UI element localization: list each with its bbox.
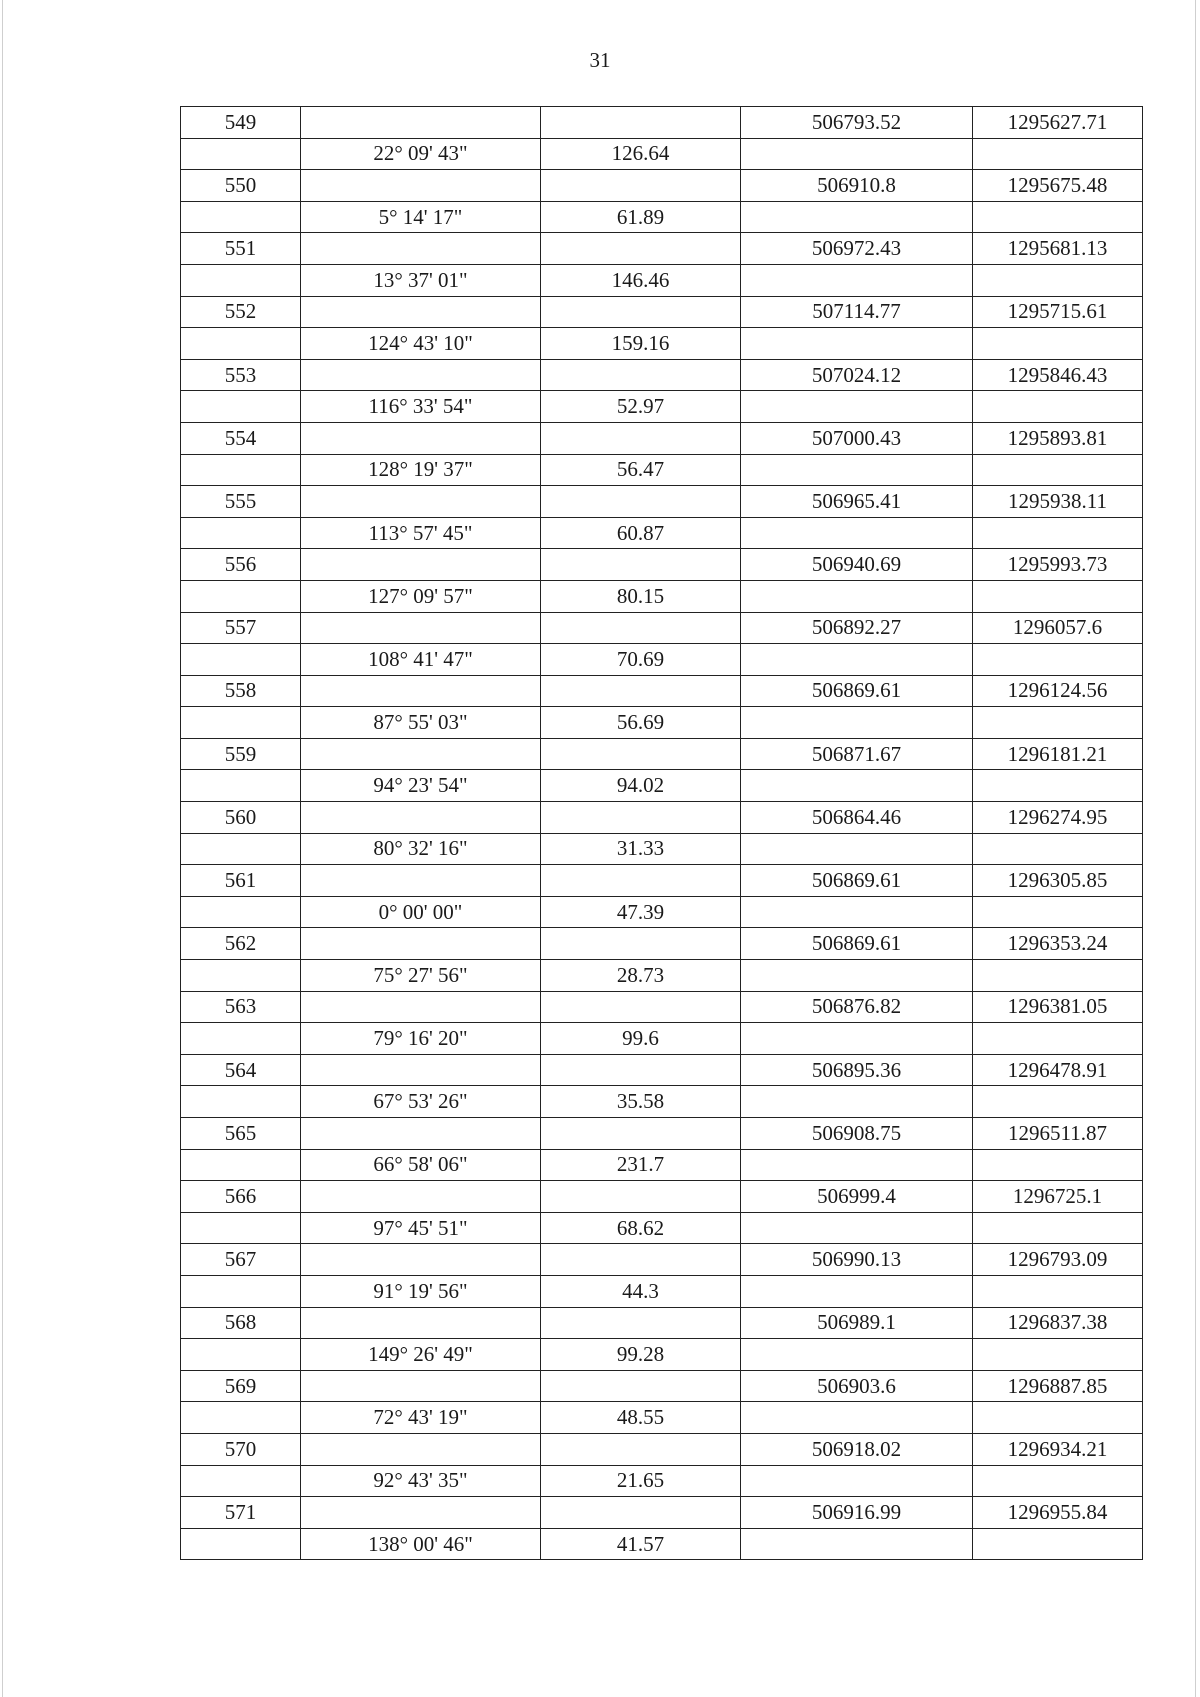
distance-empty-cell <box>541 1054 741 1086</box>
distance-empty-cell <box>541 1181 741 1213</box>
x-coordinate-cell: 506990.13 <box>741 1244 973 1276</box>
distance-empty-cell <box>541 612 741 644</box>
bearing-angle-cell: 80° 32' 16" <box>301 833 541 865</box>
distance-empty-cell <box>541 233 741 265</box>
x-empty-cell <box>741 391 973 423</box>
y-coordinate-cell: 1296725.1 <box>973 1181 1143 1213</box>
scan-edge-left <box>2 0 3 1697</box>
bearing-angle-cell: 22° 09' 43" <box>301 138 541 170</box>
bearing-angle-cell: 72° 43' 19" <box>301 1402 541 1434</box>
scan-edge-right <box>1195 0 1196 1697</box>
y-coordinate-cell: 1296274.95 <box>973 802 1143 834</box>
point-row <box>181 549 1143 581</box>
angle-empty-cell <box>301 107 541 139</box>
y-coordinate-cell: 1295893.81 <box>973 422 1143 454</box>
point-number-cell: 558 <box>181 675 301 707</box>
point-row <box>181 1054 1143 1086</box>
segment-row <box>181 1086 1143 1118</box>
x-empty-cell <box>741 1275 973 1307</box>
point-number-cell: 550 <box>181 170 301 202</box>
angle-empty-cell <box>301 1054 541 1086</box>
segment-row <box>181 264 1143 296</box>
distance-empty-cell <box>541 359 741 391</box>
y-coordinate-cell: 1296057.6 <box>973 612 1143 644</box>
point-row <box>181 1244 1143 1276</box>
angle-empty-cell <box>301 486 541 518</box>
angle-empty-cell <box>301 612 541 644</box>
segment-row <box>181 770 1143 802</box>
segment-row <box>181 201 1143 233</box>
point-empty-cell <box>181 1023 301 1055</box>
point-empty-cell <box>181 1402 301 1434</box>
x-empty-cell <box>741 1149 973 1181</box>
distance-cell: 41.57 <box>541 1528 741 1560</box>
point-empty-cell <box>181 707 301 739</box>
angle-empty-cell <box>301 296 541 328</box>
x-empty-cell <box>741 1402 973 1434</box>
bearing-angle-cell: 94° 23' 54" <box>301 770 541 802</box>
point-empty-cell <box>181 896 301 928</box>
angle-empty-cell <box>301 1307 541 1339</box>
point-number-cell: 552 <box>181 296 301 328</box>
x-empty-cell <box>741 707 973 739</box>
x-empty-cell <box>741 580 973 612</box>
distance-cell: 80.15 <box>541 580 741 612</box>
segment-row <box>181 454 1143 486</box>
y-empty-cell <box>973 1275 1143 1307</box>
x-empty-cell <box>741 1086 973 1118</box>
x-empty-cell <box>741 1339 973 1371</box>
x-empty-cell <box>741 264 973 296</box>
angle-empty-cell <box>301 865 541 897</box>
distance-cell: 99.28 <box>541 1339 741 1371</box>
x-coordinate-cell: 506864.46 <box>741 802 973 834</box>
point-empty-cell <box>181 833 301 865</box>
distance-cell: 47.39 <box>541 896 741 928</box>
x-coordinate-cell: 506910.8 <box>741 170 973 202</box>
segment-row <box>181 1275 1143 1307</box>
y-empty-cell <box>973 1023 1143 1055</box>
distance-empty-cell <box>541 107 741 139</box>
segment-row <box>181 1402 1143 1434</box>
bearing-angle-cell: 97° 45' 51" <box>301 1212 541 1244</box>
distance-empty-cell <box>541 928 741 960</box>
point-empty-cell <box>181 1275 301 1307</box>
y-empty-cell <box>973 1465 1143 1497</box>
x-coordinate-cell: 506989.1 <box>741 1307 973 1339</box>
bearing-angle-cell: 149° 26' 49" <box>301 1339 541 1371</box>
point-empty-cell <box>181 264 301 296</box>
distance-cell: 28.73 <box>541 960 741 992</box>
x-coordinate-cell: 506869.61 <box>741 865 973 897</box>
y-empty-cell <box>973 644 1143 676</box>
point-number-cell: 565 <box>181 1118 301 1150</box>
distance-empty-cell <box>541 991 741 1023</box>
angle-empty-cell <box>301 991 541 1023</box>
distance-cell: 231.7 <box>541 1149 741 1181</box>
segment-row <box>181 138 1143 170</box>
distance-cell: 35.58 <box>541 1086 741 1118</box>
point-empty-cell <box>181 517 301 549</box>
x-empty-cell <box>741 1212 973 1244</box>
y-coordinate-cell: 1296511.87 <box>973 1118 1143 1150</box>
y-empty-cell <box>973 770 1143 802</box>
distance-empty-cell <box>541 422 741 454</box>
segment-row <box>181 1023 1143 1055</box>
distance-cell: 31.33 <box>541 833 741 865</box>
x-coordinate-cell: 506918.02 <box>741 1433 973 1465</box>
x-coordinate-cell: 507114.77 <box>741 296 973 328</box>
point-row <box>181 1307 1143 1339</box>
distance-empty-cell <box>541 675 741 707</box>
bearing-angle-cell: 66° 58' 06" <box>301 1149 541 1181</box>
angle-empty-cell <box>301 170 541 202</box>
coordinates-table-body <box>181 107 1143 1560</box>
bearing-angle-cell: 116° 33' 54" <box>301 391 541 423</box>
point-number-cell: 554 <box>181 422 301 454</box>
distance-empty-cell <box>541 1244 741 1276</box>
point-number-cell: 562 <box>181 928 301 960</box>
y-empty-cell <box>973 1149 1143 1181</box>
distance-empty-cell <box>541 170 741 202</box>
point-empty-cell <box>181 1212 301 1244</box>
point-row <box>181 1497 1143 1529</box>
angle-empty-cell <box>301 1181 541 1213</box>
angle-empty-cell <box>301 802 541 834</box>
x-coordinate-cell: 506999.4 <box>741 1181 973 1213</box>
segment-row <box>181 644 1143 676</box>
angle-empty-cell <box>301 1118 541 1150</box>
distance-empty-cell <box>541 802 741 834</box>
y-coordinate-cell: 1295715.61 <box>973 296 1143 328</box>
bearing-angle-cell: 67° 53' 26" <box>301 1086 541 1118</box>
x-empty-cell <box>741 770 973 802</box>
distance-empty-cell <box>541 1433 741 1465</box>
angle-empty-cell <box>301 359 541 391</box>
x-coordinate-cell: 506940.69 <box>741 549 973 581</box>
x-empty-cell <box>741 1528 973 1560</box>
point-row <box>181 1181 1143 1213</box>
point-number-cell: 570 <box>181 1433 301 1465</box>
point-row <box>181 1433 1143 1465</box>
y-coordinate-cell: 1296305.85 <box>973 865 1143 897</box>
segment-row <box>181 1212 1143 1244</box>
distance-empty-cell <box>541 486 741 518</box>
point-number-cell: 553 <box>181 359 301 391</box>
distance-cell: 44.3 <box>541 1275 741 1307</box>
point-row <box>181 802 1143 834</box>
point-row <box>181 359 1143 391</box>
x-coordinate-cell: 506965.41 <box>741 486 973 518</box>
y-coordinate-cell: 1296353.24 <box>973 928 1143 960</box>
x-empty-cell <box>741 201 973 233</box>
point-row <box>181 107 1143 139</box>
point-number-cell: 563 <box>181 991 301 1023</box>
x-coordinate-cell: 506972.43 <box>741 233 973 265</box>
distance-empty-cell <box>541 1118 741 1150</box>
point-number-cell: 569 <box>181 1370 301 1402</box>
segment-row <box>181 707 1143 739</box>
point-empty-cell <box>181 960 301 992</box>
point-empty-cell <box>181 770 301 802</box>
point-row <box>181 991 1143 1023</box>
distance-cell: 126.64 <box>541 138 741 170</box>
distance-empty-cell <box>541 865 741 897</box>
x-empty-cell <box>741 454 973 486</box>
point-empty-cell <box>181 138 301 170</box>
angle-empty-cell <box>301 233 541 265</box>
point-number-cell: 549 <box>181 107 301 139</box>
bearing-angle-cell: 75° 27' 56" <box>301 960 541 992</box>
x-coordinate-cell: 506916.99 <box>741 1497 973 1529</box>
bearing-angle-cell: 5° 14' 17" <box>301 201 541 233</box>
point-row <box>181 422 1143 454</box>
y-coordinate-cell: 1296793.09 <box>973 1244 1143 1276</box>
x-coordinate-cell: 506793.52 <box>741 107 973 139</box>
y-empty-cell <box>973 1339 1143 1371</box>
y-empty-cell <box>973 1528 1143 1560</box>
point-number-cell: 556 <box>181 549 301 581</box>
y-coordinate-cell: 1296124.56 <box>973 675 1143 707</box>
y-empty-cell <box>973 264 1143 296</box>
point-row <box>181 296 1143 328</box>
point-number-cell: 559 <box>181 738 301 770</box>
segment-row <box>181 580 1143 612</box>
y-coordinate-cell: 1295846.43 <box>973 359 1143 391</box>
point-empty-cell <box>181 328 301 360</box>
x-empty-cell <box>741 328 973 360</box>
angle-empty-cell <box>301 1244 541 1276</box>
y-coordinate-cell: 1295675.48 <box>973 170 1143 202</box>
y-empty-cell <box>973 1212 1143 1244</box>
point-row <box>181 486 1143 518</box>
y-empty-cell <box>973 1402 1143 1434</box>
segment-row <box>181 391 1143 423</box>
x-coordinate-cell: 506908.75 <box>741 1118 973 1150</box>
angle-empty-cell <box>301 422 541 454</box>
distance-cell: 56.69 <box>541 707 741 739</box>
angle-empty-cell <box>301 675 541 707</box>
y-empty-cell <box>973 454 1143 486</box>
y-coordinate-cell: 1296887.85 <box>973 1370 1143 1402</box>
point-row <box>181 170 1143 202</box>
angle-empty-cell <box>301 1433 541 1465</box>
bearing-angle-cell: 91° 19' 56" <box>301 1275 541 1307</box>
point-empty-cell <box>181 454 301 486</box>
y-coordinate-cell: 1295681.13 <box>973 233 1143 265</box>
bearing-angle-cell: 127° 09' 57" <box>301 580 541 612</box>
distance-cell: 60.87 <box>541 517 741 549</box>
distance-cell: 99.6 <box>541 1023 741 1055</box>
x-coordinate-cell: 506876.82 <box>741 991 973 1023</box>
x-empty-cell <box>741 960 973 992</box>
point-row <box>181 738 1143 770</box>
distance-empty-cell <box>541 1497 741 1529</box>
point-row <box>181 233 1143 265</box>
point-number-cell: 571 <box>181 1497 301 1529</box>
y-empty-cell <box>973 138 1143 170</box>
angle-empty-cell <box>301 928 541 960</box>
angle-empty-cell <box>301 738 541 770</box>
y-coordinate-cell: 1295993.73 <box>973 549 1143 581</box>
coordinates-table <box>180 106 1143 1560</box>
point-row <box>181 612 1143 644</box>
point-number-cell: 566 <box>181 1181 301 1213</box>
y-coordinate-cell: 1296381.05 <box>973 991 1143 1023</box>
point-row <box>181 865 1143 897</box>
y-coordinate-cell: 1296478.91 <box>973 1054 1143 1086</box>
y-empty-cell <box>973 896 1143 928</box>
y-coordinate-cell: 1296934.21 <box>973 1433 1143 1465</box>
x-coordinate-cell: 506869.61 <box>741 675 973 707</box>
x-empty-cell <box>741 896 973 928</box>
distance-cell: 61.89 <box>541 201 741 233</box>
y-coordinate-cell: 1296181.21 <box>973 738 1143 770</box>
x-coordinate-cell: 507000.43 <box>741 422 973 454</box>
segment-row <box>181 960 1143 992</box>
point-row <box>181 928 1143 960</box>
point-empty-cell <box>181 1339 301 1371</box>
x-empty-cell <box>741 1465 973 1497</box>
point-empty-cell <box>181 1149 301 1181</box>
bearing-angle-cell: 124° 43' 10" <box>301 328 541 360</box>
segment-row <box>181 1149 1143 1181</box>
angle-empty-cell <box>301 1370 541 1402</box>
bearing-angle-cell: 13° 37' 01" <box>301 264 541 296</box>
segment-row <box>181 1339 1143 1371</box>
y-empty-cell <box>973 1086 1143 1118</box>
point-number-cell: 567 <box>181 1244 301 1276</box>
distance-cell: 68.62 <box>541 1212 741 1244</box>
point-number-cell: 557 <box>181 612 301 644</box>
y-empty-cell <box>973 833 1143 865</box>
x-coordinate-cell: 507024.12 <box>741 359 973 391</box>
bearing-angle-cell: 128° 19' 37" <box>301 454 541 486</box>
x-empty-cell <box>741 833 973 865</box>
point-empty-cell <box>181 1086 301 1118</box>
x-empty-cell <box>741 1023 973 1055</box>
y-empty-cell <box>973 517 1143 549</box>
y-coordinate-cell: 1295938.11 <box>973 486 1143 518</box>
bearing-angle-cell: 113° 57' 45" <box>301 517 541 549</box>
distance-empty-cell <box>541 1307 741 1339</box>
bearing-angle-cell: 92° 43' 35" <box>301 1465 541 1497</box>
segment-row <box>181 328 1143 360</box>
point-number-cell: 561 <box>181 865 301 897</box>
point-number-cell: 564 <box>181 1054 301 1086</box>
point-number-cell: 560 <box>181 802 301 834</box>
x-coordinate-cell: 506892.27 <box>741 612 973 644</box>
distance-empty-cell <box>541 549 741 581</box>
bearing-angle-cell: 79° 16' 20" <box>301 1023 541 1055</box>
distance-cell: 56.47 <box>541 454 741 486</box>
bearing-angle-cell: 138° 00' 46" <box>301 1528 541 1560</box>
bearing-angle-cell: 0° 00' 00" <box>301 896 541 928</box>
angle-empty-cell <box>301 549 541 581</box>
y-empty-cell <box>973 580 1143 612</box>
x-coordinate-cell: 506895.36 <box>741 1054 973 1086</box>
point-row <box>181 1370 1143 1402</box>
bearing-angle-cell: 108° 41' 47" <box>301 644 541 676</box>
distance-cell: 70.69 <box>541 644 741 676</box>
y-empty-cell <box>973 707 1143 739</box>
y-empty-cell <box>973 391 1143 423</box>
distance-empty-cell <box>541 1370 741 1402</box>
point-number-cell: 568 <box>181 1307 301 1339</box>
y-coordinate-cell: 1296837.38 <box>973 1307 1143 1339</box>
y-coordinate-cell: 1295627.71 <box>973 107 1143 139</box>
point-row <box>181 1118 1143 1150</box>
point-number-cell: 551 <box>181 233 301 265</box>
bearing-angle-cell: 87° 55' 03" <box>301 707 541 739</box>
segment-row <box>181 1465 1143 1497</box>
segment-row <box>181 517 1143 549</box>
distance-cell: 159.16 <box>541 328 741 360</box>
page-number: 31 <box>589 48 611 72</box>
point-empty-cell <box>181 1528 301 1560</box>
point-row <box>181 675 1143 707</box>
distance-cell: 146.46 <box>541 264 741 296</box>
x-empty-cell <box>741 644 973 676</box>
segment-row <box>181 833 1143 865</box>
point-number-cell: 555 <box>181 486 301 518</box>
distance-cell: 52.97 <box>541 391 741 423</box>
point-empty-cell <box>181 391 301 423</box>
distance-cell: 94.02 <box>541 770 741 802</box>
x-coordinate-cell: 506869.61 <box>741 928 973 960</box>
point-empty-cell <box>181 580 301 612</box>
x-coordinate-cell: 506871.67 <box>741 738 973 770</box>
y-empty-cell <box>973 328 1143 360</box>
y-empty-cell <box>973 201 1143 233</box>
segment-row <box>181 1528 1143 1560</box>
angle-empty-cell <box>301 1497 541 1529</box>
x-empty-cell <box>741 138 973 170</box>
distance-empty-cell <box>541 738 741 770</box>
point-empty-cell <box>181 201 301 233</box>
y-coordinate-cell: 1296955.84 <box>973 1497 1143 1529</box>
distance-cell: 21.65 <box>541 1465 741 1497</box>
point-empty-cell <box>181 1465 301 1497</box>
distance-cell: 48.55 <box>541 1402 741 1434</box>
point-empty-cell <box>181 644 301 676</box>
y-empty-cell <box>973 960 1143 992</box>
x-empty-cell <box>741 517 973 549</box>
distance-empty-cell <box>541 296 741 328</box>
segment-row <box>181 896 1143 928</box>
x-coordinate-cell: 506903.6 <box>741 1370 973 1402</box>
